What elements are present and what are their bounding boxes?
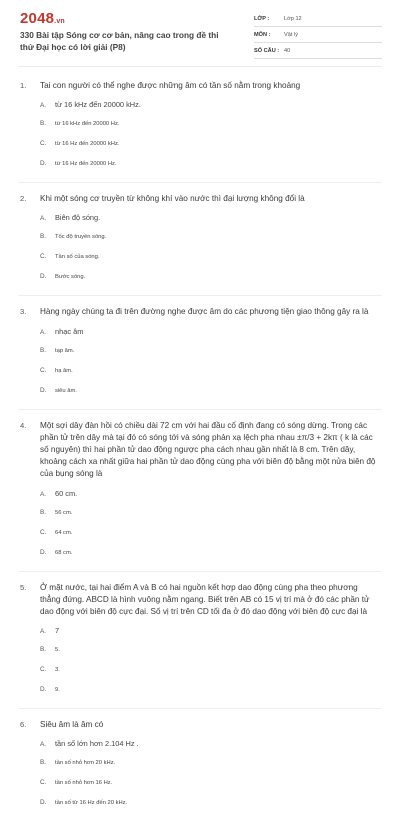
answer-option-b[interactable]	[40, 646, 212, 666]
question-divider	[18, 409, 382, 410]
meta-info	[254, 11, 382, 59]
option-text: tần số nhỏ hơn 20 kHz.	[55, 760, 116, 767]
option-text: tần số lớn hơn 2.104 Hz .	[55, 739, 139, 749]
option-letter: B.	[40, 646, 47, 654]
question-text: Ở mặt nước, tại hai điểm A và B có hai nguồn kết hợp dao động cùng pha theo phương thẳng đứng. ABCD là hình vuông nằm ngang. Biết trên AB có 15 vị trí mà ở đó các phần tử dao động với biên độ cực đại. Số vị trí trên CD tối đa ở đó dao động với biên độ cực đại là	[40, 582, 370, 617]
question-6	[0, 719, 400, 819]
option-letter: B.	[40, 233, 47, 241]
logo-suffix: .vn	[54, 18, 65, 25]
answer-option-a[interactable]	[40, 626, 212, 646]
option-letter: A.	[40, 328, 47, 336]
option-letter: D.	[40, 273, 47, 281]
option-letter: D.	[40, 548, 47, 556]
option-text: 3.	[55, 667, 60, 674]
answer-option-c[interactable]	[40, 666, 212, 686]
page-title: 330 Bài tập Sóng cơ cơ bản, nâng cao trong đề thi thử Đại học có lời giải (P8)	[20, 30, 219, 52]
question-divider	[18, 708, 382, 709]
option-text: Biên độ sóng.	[55, 213, 101, 223]
question-number: 5.	[20, 582, 27, 592]
answer-option-d[interactable]	[40, 160, 212, 180]
option-text: 64 cm.	[55, 529, 73, 536]
option-letter: D.	[40, 799, 47, 807]
option-letter: C.	[40, 779, 47, 787]
header-divider	[18, 66, 382, 67]
question-number: 1.	[20, 81, 27, 90]
question-text: Hàng ngày chúng ta đi trên đường nghe được âm do các phương tiện giao thông gây ra là	[40, 307, 369, 317]
question-2	[0, 193, 400, 293]
answer-option-b[interactable]	[40, 233, 212, 253]
option-letter: C.	[40, 253, 47, 261]
option-text: tần số nhỏ hơn 16 Hz.	[55, 780, 113, 787]
option-text: tạp âm.	[55, 347, 75, 354]
option-text: hạ âm.	[55, 367, 73, 374]
question-divider	[18, 571, 382, 572]
meta-value: Lớp 12	[284, 15, 302, 22]
answer-option-d[interactable]	[40, 549, 212, 569]
option-text: 56 cm.	[55, 509, 73, 516]
option-letter: A.	[40, 102, 47, 110]
option-text: từ 16 kHz đến 20000 Hz.	[55, 121, 120, 128]
option-letter: C.	[40, 528, 47, 536]
option-letter: C.	[40, 666, 47, 674]
answer-option-c[interactable]	[40, 367, 212, 387]
question-divider	[18, 295, 382, 296]
meta-label: LỚP :	[254, 15, 270, 22]
option-letter: A.	[40, 628, 47, 636]
answer-option-d[interactable]	[40, 686, 212, 706]
question-1	[0, 80, 400, 180]
question-text: Siêu âm là âm có	[40, 720, 104, 730]
answer-option-a[interactable]	[40, 100, 212, 120]
meta-row-subject	[254, 27, 382, 43]
question-number: 6.	[20, 720, 27, 730]
question-number: 2.	[20, 194, 27, 204]
answer-option-a[interactable]	[40, 327, 212, 347]
option-letter: B.	[40, 120, 47, 128]
option-text: 60 cm.	[55, 488, 78, 498]
answer-option-c[interactable]	[40, 140, 212, 160]
option-letter: B.	[40, 346, 47, 354]
answer-option-c[interactable]	[40, 253, 212, 273]
option-text: nhạc âm	[55, 326, 84, 336]
answer-option-b[interactable]	[40, 509, 212, 529]
question-5	[0, 582, 400, 707]
answer-option-a[interactable]	[40, 213, 212, 233]
option-letter: A.	[40, 215, 47, 223]
answer-option-d[interactable]	[40, 387, 212, 407]
question-text: Tai con người có thể nghe được những âm có tần số nằm trong khoảng	[40, 81, 301, 90]
question-list	[0, 80, 400, 819]
question-number: 4.	[20, 420, 27, 430]
answer-option-d[interactable]	[40, 273, 212, 293]
option-text: Tốc độ truyền sóng.	[55, 234, 107, 241]
option-text: từ 16 kHz đến 20000 kHz.	[55, 100, 141, 110]
meta-label: SỐ CÂU :	[254, 47, 280, 54]
question-3	[0, 306, 400, 406]
answer-options	[40, 100, 380, 180]
answer-option-b[interactable]	[40, 347, 212, 367]
page-header	[0, 0, 400, 66]
option-text: 9.	[55, 687, 60, 694]
option-letter: D.	[40, 386, 47, 394]
question-number: 3.	[20, 307, 27, 317]
option-text: 7	[55, 626, 60, 636]
answer-option-b[interactable]	[40, 759, 212, 779]
answer-options	[40, 213, 380, 293]
answer-option-a[interactable]	[40, 489, 212, 509]
answer-option-b[interactable]	[40, 120, 212, 140]
question-text: Một sợi dây đàn hồi có chiều dài 72 cm với hai đầu cố định đang có sóng dừng. Trong các phần tử trên dây mà tại đó có sóng tới và sóng phản xạ lệch pha nhau ±π/3 + 2kπ ( k là các số nguyên) thì hai phần tử dao động ngược pha cách nhau gần nhất là 8 cm. Trên dây, khoảng cách xa nhất giữa hai phần tử dao động cùng pha với biên độ bằng một nửa biên độ của bụng sóng là	[40, 420, 376, 479]
option-letter: D.	[40, 686, 47, 694]
option-letter: A.	[40, 741, 47, 749]
meta-row-class	[254, 11, 382, 27]
option-letter: A.	[40, 490, 47, 498]
logo-main: 2048	[20, 10, 55, 27]
option-text: Tần số của sóng.	[55, 254, 100, 261]
answer-option-a[interactable]	[40, 739, 212, 759]
option-text: 68 cm.	[55, 549, 73, 556]
option-letter: C.	[40, 366, 47, 374]
option-letter: B.	[40, 508, 47, 516]
question-4	[0, 420, 400, 569]
answer-options	[40, 626, 380, 706]
answer-option-c[interactable]	[40, 779, 212, 799]
option-text: từ 16 Hz đến 20000 Hz.	[55, 161, 117, 168]
meta-row-count	[254, 43, 382, 59]
answer-options	[40, 327, 380, 407]
answer-options	[40, 739, 380, 819]
option-letter: B.	[40, 759, 47, 767]
meta-value: Vật lý	[284, 31, 298, 38]
answer-options	[40, 489, 380, 569]
option-letter: D.	[40, 160, 47, 168]
question-divider	[18, 182, 382, 183]
option-text: siêu âm.	[55, 387, 77, 394]
site-logo[interactable]	[20, 10, 65, 27]
answer-option-d[interactable]	[40, 799, 212, 819]
option-text: 5.	[55, 647, 60, 654]
option-text: Bước sóng.	[55, 274, 86, 281]
meta-value: 40	[284, 47, 291, 54]
question-text: Khi một sóng cơ truyền từ không khí vào nước thì đại lượng không đổi là	[40, 194, 305, 204]
meta-label: MÔN :	[254, 31, 271, 38]
option-letter: C.	[40, 140, 47, 148]
option-text: tần số từ 16 Hz đến 20 kHz.	[55, 800, 128, 807]
answer-option-c[interactable]	[40, 529, 212, 549]
option-text: từ 16 Hz đến 20000 kHz.	[55, 141, 120, 148]
